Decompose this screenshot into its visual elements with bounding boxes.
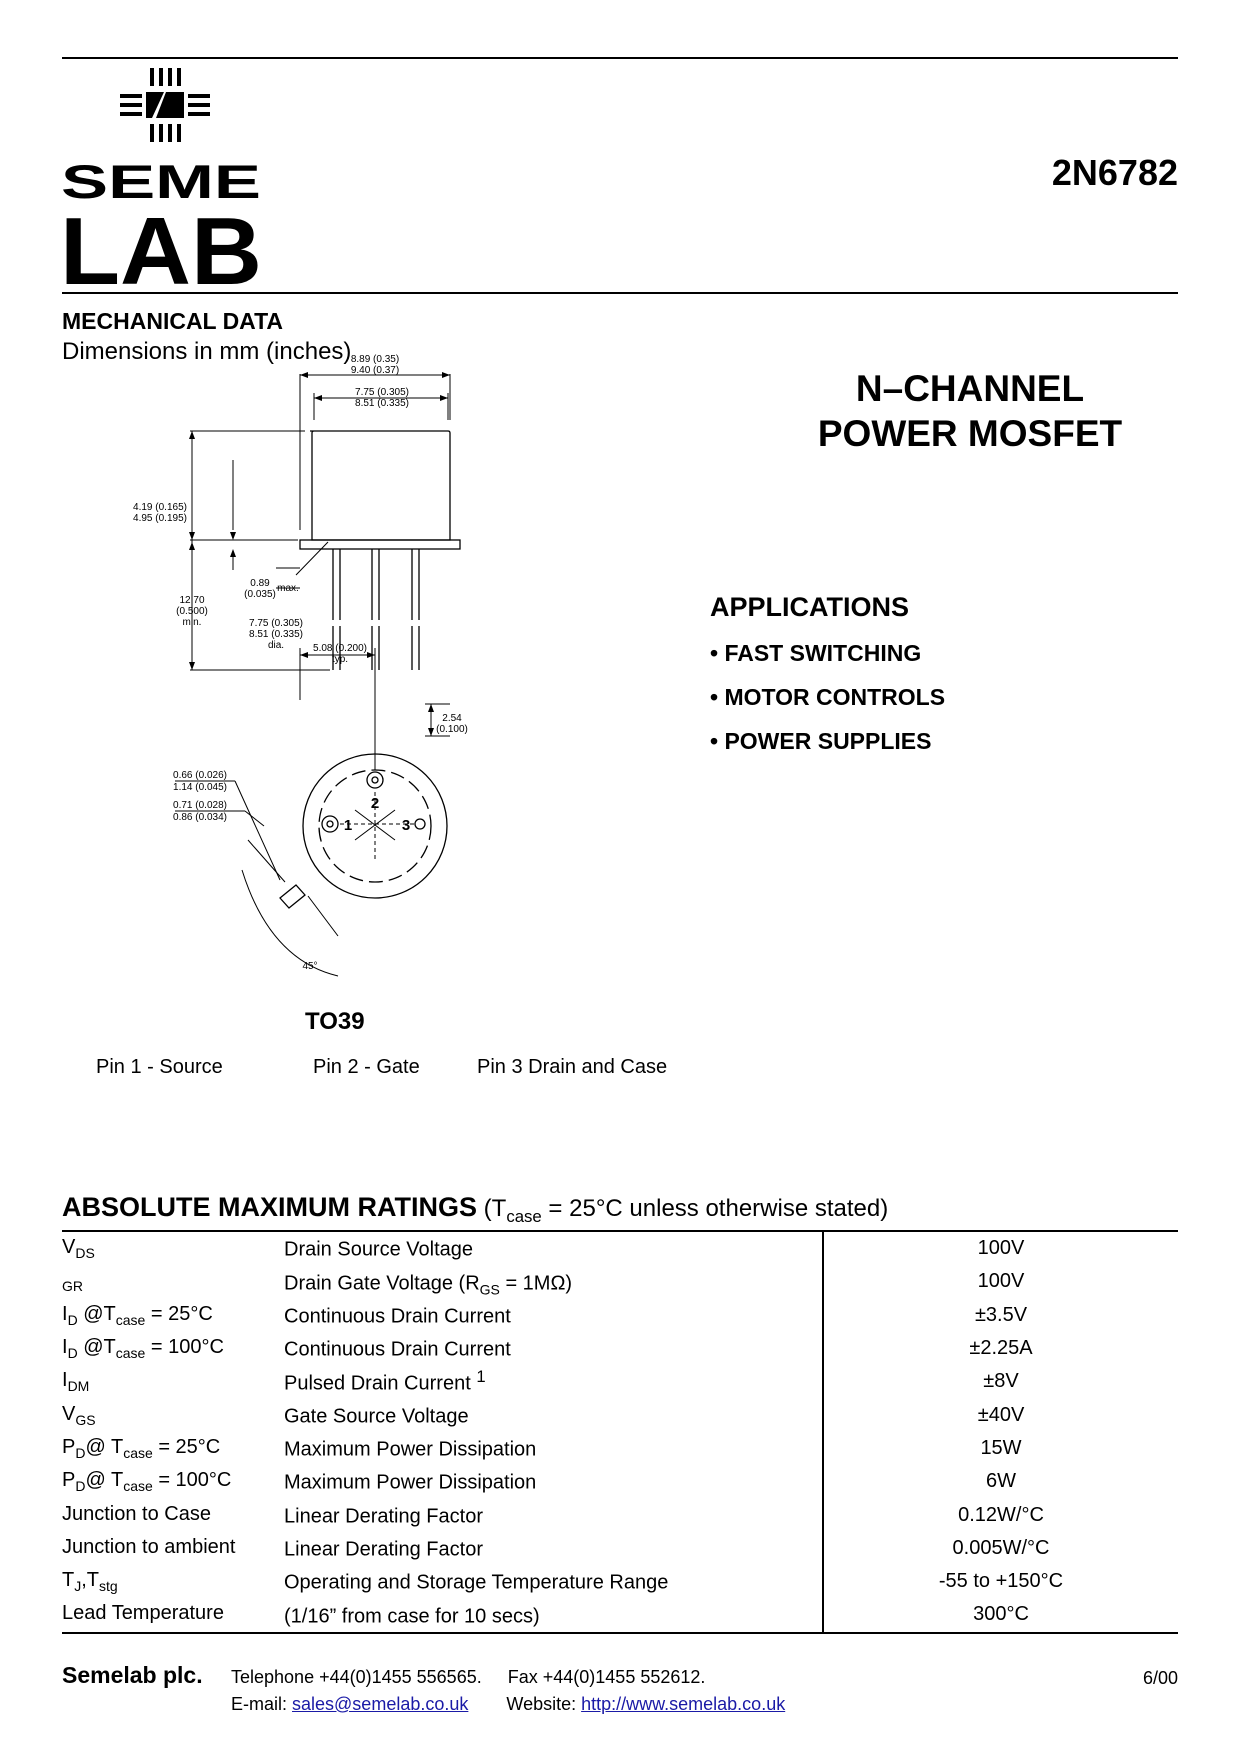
- svg-text:max.: max.: [277, 583, 299, 594]
- svg-text:7.75 (0.305): 7.75 (0.305): [355, 387, 409, 398]
- svg-text:dia.: dia.: [267, 640, 285, 651]
- description-cell: Pulsed Drain Current $^1$: [284, 1365, 823, 1398]
- ratings-table: [62, 1232, 1178, 1632]
- description-cell: Drain Gate Voltage $(R_{GS} = 1M\Omega)$: [284, 1265, 823, 1298]
- svg-text:4.95 (0.195): 4.95 (0.195): [133, 513, 187, 524]
- description-cell: Operating and Storage Temperature Range: [284, 1565, 823, 1598]
- value-cell: 300°C: [973, 1603, 1029, 1626]
- part-number: 2N6782: [1051, 152, 1178, 193]
- telephone: Telephone +44(0)1455 556565.: [231, 1667, 482, 1687]
- value-cell: 0.005W/°C: [952, 1536, 1050, 1559]
- symbol-cell: $V_{DS}$: [62, 1236, 95, 1262]
- svg-text:LAB: LAB: [60, 198, 262, 305]
- value-cell: 6W: [986, 1470, 1016, 1493]
- ratings-row: [62, 1565, 1178, 1598]
- website-link[interactable]: http://www.semelab.co.uk: [581, 1694, 786, 1714]
- ratings-row: [62, 1598, 1178, 1631]
- ratings-row: [62, 1365, 1178, 1398]
- description-cell: Continuous Drain Current: [284, 1299, 823, 1332]
- svg-text:8.51 (0.335): 8.51 (0.335): [249, 629, 303, 640]
- ratings-row: [62, 1232, 1178, 1265]
- application-item: • FAST SWITCHING: [710, 640, 922, 666]
- flange: [300, 540, 460, 549]
- tab: [280, 885, 305, 908]
- description-cell: Gate Source Voltage: [284, 1398, 823, 1431]
- svg-text:(0.100): (0.100): [436, 724, 468, 735]
- svg-text:4.19 (0.165): 4.19 (0.165): [133, 502, 187, 513]
- svg-text:typ.: typ.: [331, 654, 349, 665]
- value-cell: ±3.5V: [974, 1303, 1028, 1326]
- package-name: TO39: [305, 1008, 365, 1035]
- svg-text:0.66 (0.026): 0.66 (0.026): [173, 770, 227, 781]
- fax: Fax +44(0)1455 552612.: [507, 1667, 706, 1687]
- svg-text:3: 3: [401, 817, 411, 834]
- semelab-logo: [60, 64, 270, 305]
- applications-list: [710, 640, 945, 772]
- to39-package-drawing: [130, 354, 570, 1000]
- pin-3-hole: [415, 819, 425, 829]
- svg-text:12.70: 12.70: [179, 595, 205, 606]
- applications-title: APPLICATIONS: [710, 592, 910, 622]
- ratings-title: [62, 1192, 888, 1227]
- flange-hidden: [319, 770, 431, 882]
- description-cell: Linear Derating Factor: [284, 1532, 823, 1565]
- svg-text:min.: min.: [182, 617, 202, 628]
- svg-text:SEME: SEME: [61, 155, 261, 208]
- svg-text:5.08 (0.200): 5.08 (0.200): [313, 643, 367, 654]
- symbol-cell: $T_J,T_{stg}$: [62, 1569, 118, 1595]
- value-cell: -55 to +150°C: [938, 1570, 1064, 1593]
- description-cell: Maximum Power Dissipation: [284, 1465, 823, 1498]
- email-link[interactable]: sales@semelab.co.uk: [292, 1694, 469, 1714]
- ratings-row: [62, 1432, 1178, 1465]
- ratings-row: [62, 1532, 1178, 1565]
- symbol-cell: GR: [62, 1278, 83, 1295]
- mechanical-data-title: MECHANICAL DATA: [62, 308, 284, 334]
- can-body: [310, 431, 450, 540]
- svg-text:0.71 (0.028): 0.71 (0.028): [173, 800, 227, 811]
- ratings-condition: ($T_{case} = 25^\circ C$ unless otherwise stated): [483, 1195, 889, 1226]
- symbol-cell: $P_D@$ $T_{case} = 25^\circ C$: [62, 1435, 221, 1461]
- value-cell: 15W: [980, 1436, 1022, 1459]
- svg-text:45°: 45°: [302, 961, 318, 972]
- pin-label-2: Pin 2 - Gate: [313, 1056, 420, 1078]
- symbol-cell: $V_{GS}$: [62, 1402, 96, 1428]
- ratings-bottom-rule: [62, 1632, 1178, 1634]
- footer-contact-line-1: [231, 1667, 705, 1688]
- pin-1-hole: [322, 816, 338, 832]
- mechanical-data-subtitle: Dimensions in mm (inches): [62, 338, 352, 365]
- revision-date: 6/00: [1142, 1668, 1178, 1688]
- symbol-cell: $I_{DM}$: [62, 1369, 90, 1395]
- description-cell: Linear Derating Factor: [284, 1498, 823, 1531]
- application-item: • POWER SUPPLIES: [710, 728, 932, 754]
- value-cell: 100V: [977, 1237, 1025, 1260]
- value-cell: ±2.25A: [969, 1337, 1033, 1360]
- svg-text:7.75 (0.305): 7.75 (0.305): [249, 618, 303, 629]
- ratings-row: [62, 1465, 1178, 1498]
- company-name: Semelab plc.: [62, 1662, 203, 1688]
- description-cell: Drain Source Voltage: [284, 1232, 823, 1265]
- description-cell: (1/16” from case for 10 secs): [284, 1598, 823, 1631]
- footer-contact-line-2: E-mail: sales@semelab.co.uk Website: http://www.semelab.co.uk: [231, 1694, 786, 1714]
- top-rule: [62, 57, 1178, 59]
- ratings-row: [62, 1332, 1178, 1365]
- svg-text:0.86 (0.034): 0.86 (0.034): [173, 812, 227, 823]
- pin-2-hole: [367, 772, 383, 788]
- can-outline: [303, 754, 447, 898]
- symbol-cell: $I_D$ $@T_{case} = 25^\circ C$: [62, 1302, 213, 1328]
- svg-text:(0.500): (0.500): [176, 606, 208, 617]
- svg-text:2.54: 2.54: [442, 713, 462, 724]
- svg-text:0.89: 0.89: [250, 578, 270, 589]
- svg-text:8.51 (0.335): 8.51 (0.335): [355, 398, 409, 409]
- symbol-cell: Junction to Case: [62, 1502, 211, 1525]
- ratings-heading: ABSOLUTE MAXIMUM RATINGS: [62, 1192, 477, 1222]
- symbol-cell: Junction to ambient: [62, 1535, 236, 1558]
- value-cell: ±40V: [977, 1403, 1025, 1426]
- value-cell: 100V: [977, 1270, 1025, 1293]
- headline-line-2: POWER MOSFET: [817, 413, 1123, 454]
- svg-text:(0.035): (0.035): [244, 589, 276, 600]
- ratings-row: [62, 1265, 1178, 1298]
- value-cell: ±8V: [983, 1370, 1019, 1393]
- ratings-row: [62, 1498, 1178, 1531]
- symbol-cell: Lead Temperature: [62, 1602, 224, 1625]
- headline-line-1: N–CHANNEL: [855, 368, 1085, 409]
- svg-text:8.89 (0.35): 8.89 (0.35): [350, 354, 400, 365]
- svg-text:2: 2: [370, 795, 380, 812]
- ratings-row: [62, 1398, 1178, 1431]
- ratings-row: [62, 1299, 1178, 1332]
- application-item: • MOTOR CONTROLS: [710, 684, 946, 710]
- svg-text:1.14 (0.045): 1.14 (0.045): [173, 782, 227, 793]
- symbol-cell: $I_D$ $@T_{case} = 100^\circ C$: [62, 1336, 224, 1362]
- device-headline: [740, 366, 1200, 456]
- svg-text:9.40 (0.37): 9.40 (0.37): [350, 365, 400, 376]
- description-cell: Maximum Power Dissipation: [284, 1432, 823, 1465]
- symbol-cell: $P_D@$ $T_{case} = 100^\circ C$: [62, 1469, 232, 1495]
- svg-text:1: 1: [343, 817, 353, 834]
- description-cell: Continuous Drain Current: [284, 1332, 823, 1365]
- value-cell: 0.12W/°C: [958, 1503, 1044, 1526]
- pin-label-3: Pin 3 Drain and Case: [477, 1056, 668, 1078]
- pin-label-1: Pin 1 - Source: [96, 1056, 223, 1078]
